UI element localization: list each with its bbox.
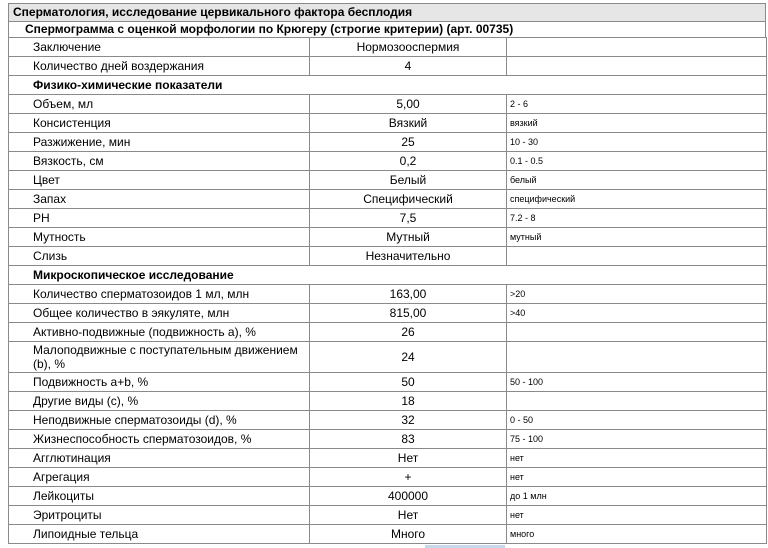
- result-value: Незначительно: [310, 247, 507, 266]
- result-value: 163,00: [310, 285, 507, 304]
- reference-range: >40: [507, 304, 767, 323]
- parameter-name: Жизнеспособность сперматозоидов, %: [9, 430, 310, 449]
- reference-range: мутный: [507, 228, 767, 247]
- reference-range: нет: [507, 468, 767, 487]
- parameter-name: Липоидные тельца: [9, 525, 310, 544]
- reference-range: 75 - 100: [507, 430, 767, 449]
- results-table: [8, 37, 767, 544]
- section-header: [9, 266, 767, 285]
- reference-range: 7.2 - 8: [507, 209, 767, 228]
- result-row: [9, 411, 767, 430]
- result-row: [9, 525, 767, 544]
- parameter-name: Лейкоциты: [9, 487, 310, 506]
- result-value: 4: [310, 57, 507, 76]
- parameter-name: Агрегация: [9, 468, 310, 487]
- result-value: Белый: [310, 171, 507, 190]
- result-value: 83: [310, 430, 507, 449]
- parameter-name: Эритроциты: [9, 506, 310, 525]
- result-value: 50: [310, 373, 507, 392]
- parameter-name: Подвижность a+b, %: [9, 373, 310, 392]
- reference-range: нет: [507, 449, 767, 468]
- result-row: [9, 342, 767, 373]
- reference-range: 0 - 50: [507, 411, 767, 430]
- parameter-name: Агглютинация: [9, 449, 310, 468]
- result-value: 25: [310, 133, 507, 152]
- parameter-name: Слизь: [9, 247, 310, 266]
- reference-range: вязкий: [507, 114, 767, 133]
- result-value: 24: [310, 342, 507, 373]
- reference-range: до 1 млн: [507, 487, 767, 506]
- result-row: [9, 506, 767, 525]
- result-row: [9, 430, 767, 449]
- parameter-name: Количество дней воздержания: [9, 57, 310, 76]
- result-value: Нет: [310, 506, 507, 525]
- lab-report: [8, 3, 766, 544]
- result-value: +: [310, 468, 507, 487]
- result-value: Нет: [310, 449, 507, 468]
- parameter-name: Общее количество в эякуляте, млн: [9, 304, 310, 323]
- result-value: 7,5: [310, 209, 507, 228]
- parameter-name: Консистенция: [9, 114, 310, 133]
- reference-range: много: [507, 525, 767, 544]
- result-value: 26: [310, 323, 507, 342]
- test-title: Спермограмма с оценкой морфологии по Крюгеру (строгие критерии) (арт. 00735): [8, 21, 766, 37]
- result-row: [9, 190, 767, 209]
- reference-range: [507, 392, 767, 411]
- result-row: [9, 449, 767, 468]
- parameter-name: Объем, мл: [9, 95, 310, 114]
- result-row: [9, 247, 767, 266]
- result-value: 18: [310, 392, 507, 411]
- result-value: 32: [310, 411, 507, 430]
- category-title: Спермaтология, исследование цервикального фактора бесплодия: [8, 3, 766, 21]
- parameter-name: Неподвижные сперматозоиды (d), %: [9, 411, 310, 430]
- reference-range: 0.1 - 0.5: [507, 152, 767, 171]
- result-row: [9, 285, 767, 304]
- section-title: Микроскопическое исследование: [9, 266, 767, 285]
- result-row: [9, 57, 767, 76]
- parameter-name: Малоподвижные с поступательным движением (b), %: [9, 342, 310, 373]
- result-row: [9, 373, 767, 392]
- reference-range: белый: [507, 171, 767, 190]
- parameter-name: Разжижение, мин: [9, 133, 310, 152]
- reference-range: нет: [507, 506, 767, 525]
- result-row: [9, 171, 767, 190]
- reference-range: специфический: [507, 190, 767, 209]
- result-row: [9, 304, 767, 323]
- result-row: [9, 95, 767, 114]
- reference-range: [507, 57, 767, 76]
- parameter-name: Цвет: [9, 171, 310, 190]
- reference-range: 10 - 30: [507, 133, 767, 152]
- result-value: Вязкий: [310, 114, 507, 133]
- result-row: [9, 487, 767, 506]
- result-value: Мутный: [310, 228, 507, 247]
- result-row: [9, 133, 767, 152]
- reference-range: [507, 38, 767, 57]
- reference-range: >20: [507, 285, 767, 304]
- result-value: 0,2: [310, 152, 507, 171]
- parameter-name: Вязкость, см: [9, 152, 310, 171]
- result-row: [9, 209, 767, 228]
- result-value: Специфический: [310, 190, 507, 209]
- parameter-name: Активно-подвижные (подвижность а), %: [9, 323, 310, 342]
- result-row: [9, 468, 767, 487]
- reference-range: [507, 342, 767, 373]
- result-value: Нормозооспермия: [310, 38, 507, 57]
- result-value: 815,00: [310, 304, 507, 323]
- section-title: Физико-химические показатели: [9, 76, 767, 95]
- result-row: [9, 38, 767, 57]
- parameter-name: PH: [9, 209, 310, 228]
- result-row: [9, 228, 767, 247]
- result-row: [9, 323, 767, 342]
- parameter-name: Количество сперматозоидов 1 мл, млн: [9, 285, 310, 304]
- reference-range: 50 - 100: [507, 373, 767, 392]
- reference-range: [507, 247, 767, 266]
- parameter-name: Заключение: [9, 38, 310, 57]
- parameter-name: Другие виды (c), %: [9, 392, 310, 411]
- result-value: 400000: [310, 487, 507, 506]
- result-row: [9, 152, 767, 171]
- reference-range: 2 - 6: [507, 95, 767, 114]
- result-row: [9, 392, 767, 411]
- result-value: 5,00: [310, 95, 507, 114]
- section-header: [9, 76, 767, 95]
- result-row: [9, 114, 767, 133]
- parameter-name: Запах: [9, 190, 310, 209]
- parameter-name: Мутность: [9, 228, 310, 247]
- reference-range: [507, 323, 767, 342]
- result-value: Много: [310, 525, 507, 544]
